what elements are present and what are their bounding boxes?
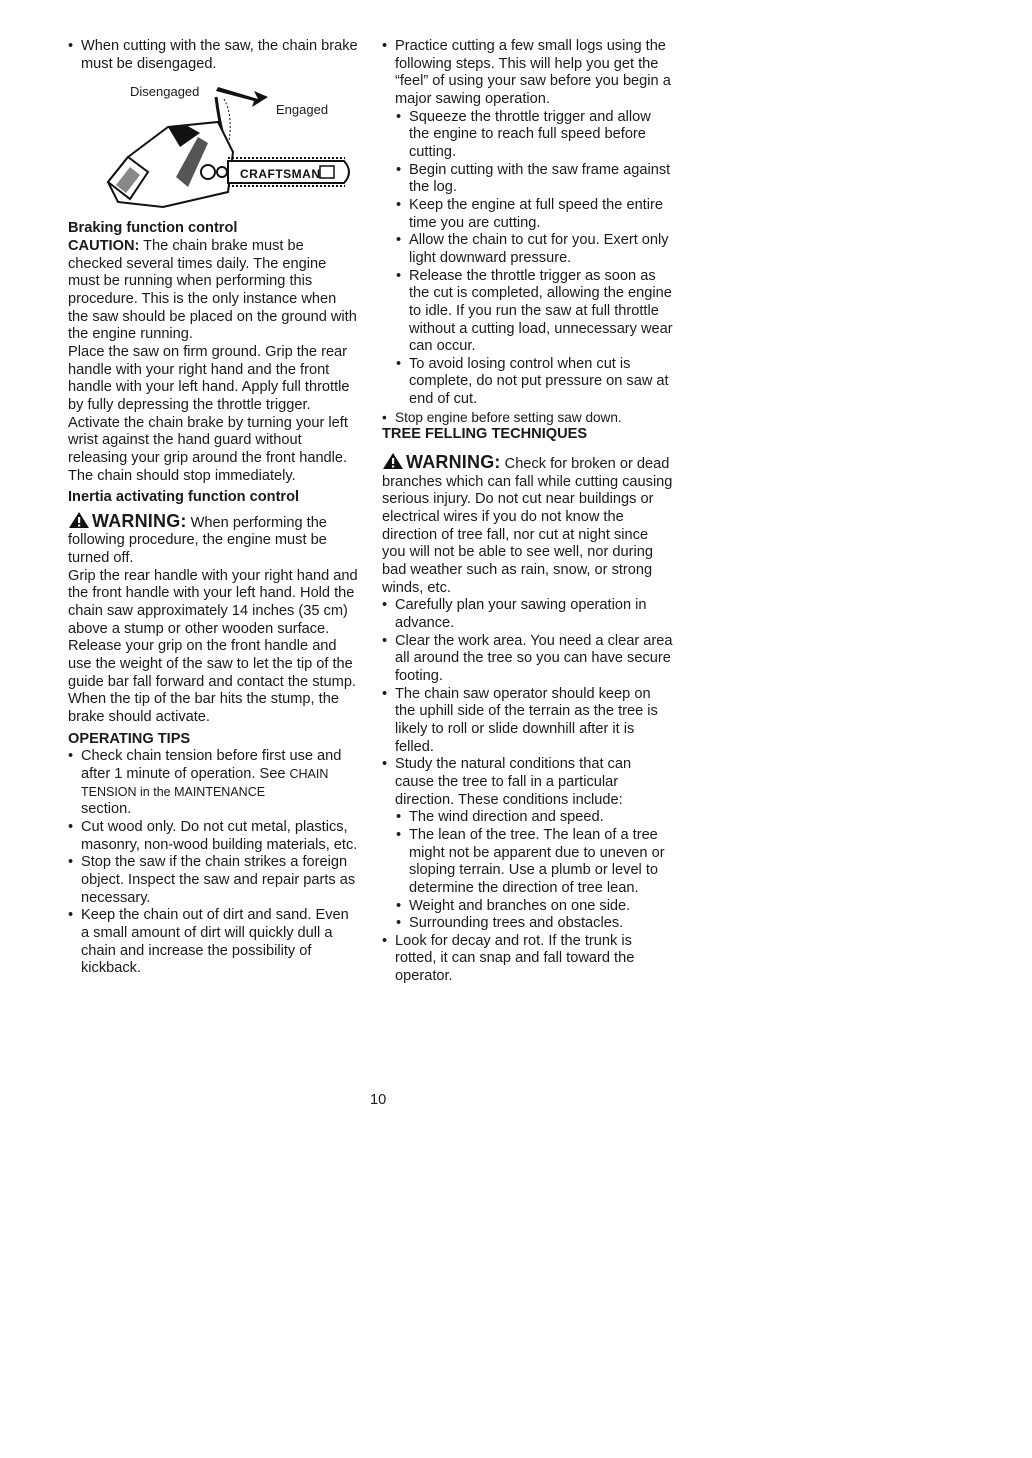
warning-triangle-icon bbox=[68, 511, 90, 529]
op-tip-chain-tension bbox=[68, 748, 360, 819]
felling-warning bbox=[382, 452, 674, 597]
inertia-warning bbox=[68, 511, 360, 568]
list-item: • Allow the chain to cut for you. Exert only light downward pressure. bbox=[396, 232, 674, 267]
caution-text: The chain brake must be checked several times daily. The engine must be running when performing this procedure. This is the only instance when the saw should be placed on the ground with the engine running. bbox=[68, 237, 357, 343]
op-tip-text: Check chain tension before first use and after 1 minute of operation. See bbox=[81, 748, 342, 782]
right-column bbox=[382, 38, 674, 986]
list-item: • Keep the engine at full speed the entire time you are cutting. bbox=[396, 197, 674, 232]
practice-bullet: • Practice cutting a few small logs using the following steps. This will help you get the “feel” of using your saw before you begin a major sawing operation. bbox=[382, 38, 674, 109]
chainsaw-illustration bbox=[68, 77, 358, 212]
list-item: • The lean of the tree. The lean of a tree might not be apparent due to uneven or sloping terrain. Use a plumb or level to determine the direction of tree lean. bbox=[396, 827, 674, 898]
list-item: • Carefully plan your sawing operation in advance. bbox=[382, 597, 674, 632]
decay-bullet: • Look for decay and rot. If the trunk is rotted, it can snap and fall toward the operator. bbox=[382, 933, 674, 986]
list-item: • The chain saw operator should keep on the uphill side of the terrain as the tree is likely to roll or slide downhill after it is felled. bbox=[382, 686, 674, 757]
chain-tension-ref: CHAIN TENSION in the MAINTENANCE bbox=[81, 767, 329, 799]
disengaged-label: Disengaged bbox=[130, 84, 200, 100]
inertia-warning-text: When performing the following procedure, the engine must be turned off. bbox=[68, 514, 327, 567]
brake-arrow-icon bbox=[216, 87, 268, 107]
felling-warning-text: Check for broken or dead branches which can fall while cutting causing serious injury. Do not cut near buildings or electrical wires if you do not know the direction of tree fall, nor cut at night since you will not be able to see well, nor during bad weather such as rain, snow, or strong winds, etc. bbox=[382, 456, 673, 596]
warning-label: WARNING: bbox=[92, 510, 187, 531]
op-tip-dirt-sand: • Keep the chain out of dirt and sand. Even a small amount of dirt will quickly dull a chain and increase the possibility of kickback. bbox=[68, 907, 360, 978]
warning-label: WARNING: bbox=[406, 452, 501, 473]
list-item: • Release the throttle trigger as soon as the cut is completed, allowing the engine to idle. If you run the saw at full throttle without a cutting load, unnecessary wear can occur. bbox=[396, 268, 674, 356]
caution-label: CAUTION: bbox=[68, 237, 140, 254]
craftsman-brand-text: CRAFTSMAN bbox=[240, 167, 321, 182]
operating-tips-heading: OPERATING TIPS bbox=[68, 730, 191, 747]
op-tip-foreign-object: • Stop the saw if the chain strikes a foreign object. Inspect the saw and repair parts as necessary. bbox=[68, 854, 360, 907]
conditions-list bbox=[396, 809, 674, 933]
chain-brake-figure bbox=[68, 77, 358, 212]
list-item: • Squeeze the throttle trigger and allow the engine to reach full speed before cutting. bbox=[396, 109, 674, 162]
inertia-heading: Inertia activating function control bbox=[68, 489, 300, 506]
braking-body: Place the saw on firm ground. Grip the rear handle with your right hand and the front handle with your left hand. Apply full throttle by fully depressing the throttle trigger. Activate the chain brake by turning your left wrist against the hand guard without releasing your grip around the front handle. The chain should stop immediately. bbox=[68, 343, 350, 484]
list-item: • Weight and branches on one side. bbox=[396, 898, 674, 916]
left-column bbox=[68, 38, 360, 978]
list-item: • To avoid losing control when cut is complete, do not put pressure on saw at end of cut. bbox=[396, 356, 674, 409]
braking-heading: Braking function control bbox=[68, 220, 238, 237]
stop-engine-bullet: • Stop engine before setting saw down. bbox=[382, 409, 674, 427]
engaged-label: Engaged bbox=[276, 102, 329, 118]
list-item: • Begin cutting with the saw frame against the log. bbox=[396, 162, 674, 197]
warning-triangle-icon bbox=[382, 452, 404, 470]
tree-felling-heading: TREE FELLING TECHNIQUES bbox=[382, 426, 588, 443]
brake-disengaged-bullet: • When cutting with the saw, the chain brake must be disengaged. bbox=[68, 38, 360, 73]
page-number: 10 bbox=[370, 1092, 387, 1108]
caution-paragraph bbox=[68, 238, 360, 344]
list-item: • The wind direction and speed. bbox=[396, 809, 674, 827]
op-tip-wood-only: • Cut wood only. Do not cut metal, plastics, masonry, non-wood building materials, etc. bbox=[68, 819, 360, 854]
practice-steps bbox=[396, 109, 674, 409]
list-item: • Surrounding trees and obstacles. bbox=[396, 915, 674, 933]
op-tip-text-end: section. bbox=[81, 801, 132, 818]
inertia-body: Grip the rear handle with your right hand and the front handle with your left hand. Hold the chain saw approximately 14 inches (35 cm) above a stump or other wooden surface. Release your grip on the front handle and use the weight of the saw to let the tip of the guide bar fall forward and contact the stump. When the tip of the bar hits the stump, the brake should activate. bbox=[68, 567, 358, 726]
list-item: • Study the natural conditions that can cause the tree to fall in a particular direction. These conditions include: bbox=[382, 756, 674, 809]
list-item: • Clear the work area. You need a clear area all around the tree so you can have secure footing. bbox=[382, 633, 674, 686]
